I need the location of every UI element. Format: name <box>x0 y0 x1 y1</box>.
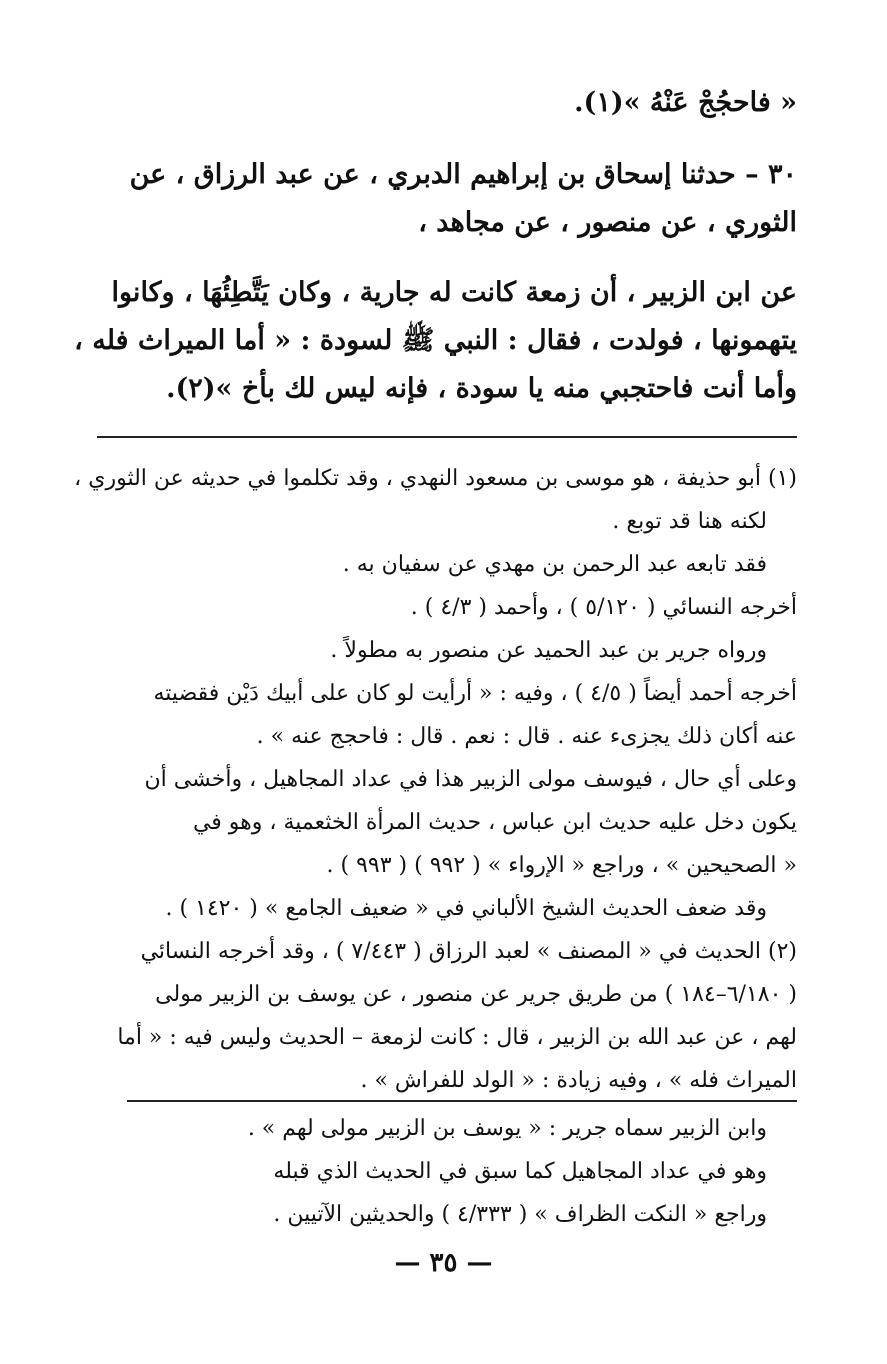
footnote-1-line: فقد تابعه عبد الرحمن بن مهدي عن سفيان به . <box>342 552 767 577</box>
footnote-separator <box>127 1100 797 1102</box>
footnote-1-line: (١) أبو حذيفة ، هو موسى بن مسعود النهدي ، وقد تكلموا في حديثه عن الثوري ، <box>74 466 797 491</box>
footnote-1-line: أخرجه أحمد أيضاً ( ٤/٥ ) ، وفيه : « أرأيت لو كان على أبيك دَيْن فقضيته <box>153 681 797 706</box>
main-text-line: وأما أنت فاحتجبي منه يا سودة ، فإنه ليس لك بأخ »(٢). <box>166 373 797 404</box>
footnote-2-line: وابن الزبير سماه جرير : « يوسف بن الزبير مولى لهم » . <box>247 1116 767 1141</box>
footnote-1-line: ورواه جرير بن عبد الحميد عن منصور به مطولاً . <box>330 638 767 663</box>
main-text-line: الثوري ، عن منصور ، عن مجاهد ، <box>418 207 797 238</box>
footnote-1-line: لكنه هنا قد توبع . <box>612 509 767 534</box>
footnote-1-line: أخرجه النسائي ( ٥/١٢٠ ) ، وأحمد ( ٤/٣ ) . <box>410 595 797 620</box>
main-text-line: عن ابن الزبير ، أن زمعة كانت له جارية ، وكان يَتَّطِئُهَا ، وكانوا <box>111 277 797 308</box>
page-number: — ٣٥ — <box>394 1248 493 1278</box>
footnote-1-line: وقد ضعف الحديث الشيخ الألباني في « ضعيف الجامع » ( ١٤٢٠ ) . <box>165 896 767 921</box>
footnote-2-line: وراجع « النكت الظراف » ( ٤/٣٣٣ ) والحديثين الآتيين . <box>273 1202 767 1227</box>
footnote-separator <box>97 436 797 438</box>
footnote-2-line: ( ٦/١٨٠–١٨٤ ) من طريق جرير عن منصور ، عن يوسف بن الزبير مولى <box>155 982 797 1007</box>
footnote-2-line: (٢) الحديث في « المصنف » لعبد الرزاق ( ٧/٤٤٣ ) ، وقد أخرجه النسائي <box>140 939 797 964</box>
main-text-line: « فاحجُجْ عَنْهُ »(١). <box>574 87 797 118</box>
footnote-2-line: وهو في عداد المجاهيل كما سبق في الحديث الذي قبله <box>273 1159 767 1184</box>
footnote-2-line: لهم ، عن عبد الله بن الزبير ، قال : كانت لزمعة – الحديث وليس فيه : « أما <box>117 1025 797 1050</box>
footnote-1-line: وعلى أي حال ، فيوسف مولى الزبير هذا في عداد المجاهيل ، وأخشى أن <box>144 767 797 792</box>
main-text-line: يتهمونها ، فولدت ، فقال : النبي ﷺ لسودة : « أما الميراث فله ، <box>74 325 797 356</box>
footnote-1-line: عنه أكان ذلك يجزىء عنه . قال : نعم . قال : فاحجج عنه » . <box>256 724 797 749</box>
footnote-1-line: يكون دخل عليه حديث ابن عباس ، حديث المرأة الخثعمية ، وهو في <box>192 810 797 835</box>
footnote-1-line: « الصحيحين » ، وراجع « الإرواء » ( ٩٩٢ ) ( ٩٩٣ ) . <box>326 853 797 878</box>
footnote-2-line: الميراث فله » ، وفيه زيادة : « الولد للفراش » . <box>360 1068 797 1093</box>
hadith-30-line: ٣٠ – حدثنا إسحاق بن إبراهيم الدبري ، عن عبد الرزاق ، عن <box>129 159 797 190</box>
